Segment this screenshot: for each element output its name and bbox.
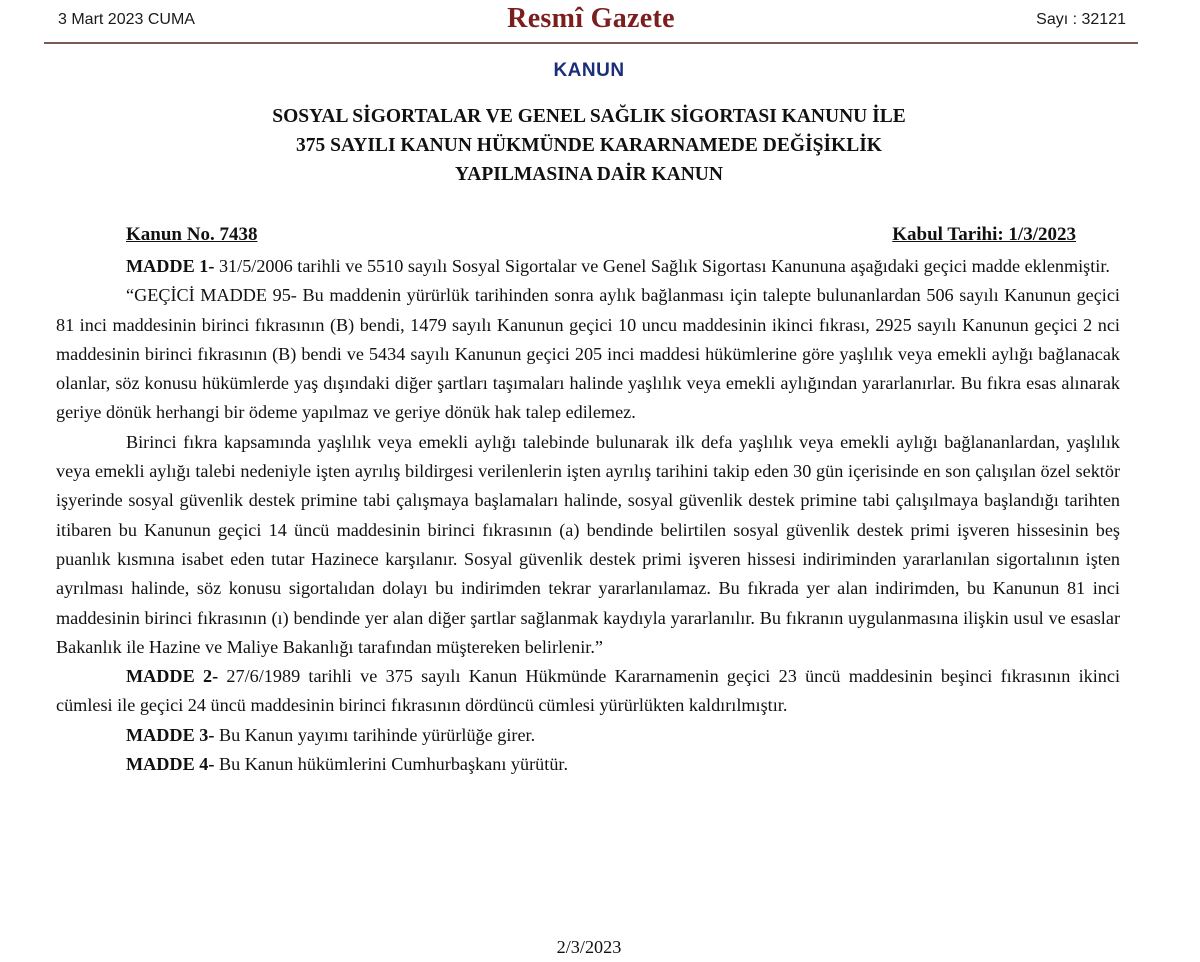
signature-date: 2/3/2023 [556, 937, 622, 957]
law-title-line: SOSYAL SİGORTALAR VE GENEL SAĞLIK SİGORTASI KANUNU İLE [272, 106, 906, 127]
law-title-line: YAPILMASINA DAİR KANUN [455, 164, 723, 185]
article-label: MADDE 2- [126, 666, 219, 687]
law-title-line: 375 SAYILI KANUN HÜKMÜNDE KARARNAMEDE DEĞİŞİKLİK [296, 135, 882, 156]
law-title [0, 102, 1178, 189]
law-body [56, 252, 1120, 779]
provisional-article-paragraph: Birinci fıkra kapsamında yaşlılık veya emekli aylığı talebinde bulunarak ilk defa yaşlılık veya emekli aylığı bağlananlardan, yaşlılık veya emekli aylığı talebi nedeniyle işten ayrılış bildirgesi verilenlerin işten ayrılış tarihini takip eden 30 gün içerisinde en son çalışılan özel sektör işyerinde sosyal güvenlik destek primine tabi çalışmaya başlamaları halinde, sosyal güvenlik destek primine tabi çalışılmaya başlandığı tarihten itibaren bu Kanunun geçici 14 üncü maddesinin birinci fıkrasının (a) bendinde belirtilen sosyal güvenlik destek primi işveren hissesinin beş puanlık kısmına isabet eden tutar Hazinece karşılanır. Sosyal güvenlik destek primi işveren hissesi indiriminden yararlanılan sigortalının işten ayrılması halinde, söz konusu sigortalıdan dolayı bu indirimden tekrar yararlanılamaz. Bu fıkrada yer alan indirimden, bu Kanunun 81 inci maddesinin birinci fıkrasının (ı) bendinde yer alan diğer şartlar sağlanmak kaydıyla yararlanılır. Bu fıkranın uygulanmasına ilişkin usul ve esaslar Bakanlık ile Hazine ve Maliye Bakanlığı tarafından müştereken belirlenir.” [56, 431, 1120, 657]
section-label: KANUN [553, 60, 625, 81]
provisional-article-paragraph: “GEÇİCİ MADDE 95- Bu maddenin yürürlük tarihinden sonra aylık bağlanması için talepte bulunanlardan 506 sayılı Kanunun geçici 81 inci maddesinin birinci fıkrasının (B) bendi, 1479 sayılı Kanunun geçici 10 uncu maddesinin ikinci fıkrası, 2925 sayılı Kanunun geçici 2 nci maddesinin birinci fıkrasının (B) bendi ve 5434 sayılı Kanunun geçici 205 inci maddesi hükümlerine göre yaşlılık veya emekli aylığı bağlanacak olanlar, söz konusu hükümlerde yaş dışındaki diğer şartları taşımaları halinde yaşlılık veya emekli aylığından yararlanırlar. Bu fıkra esas alınarak geriye dönük herhangi bir ödeme yapılmaz ve geriye dönük hak talep edilemez. [56, 285, 1120, 423]
article-label: MADDE 1- [126, 256, 215, 276]
article-3 [56, 721, 1120, 750]
gazette-title: Resmî Gazete [507, 3, 675, 34]
article-1 [56, 252, 1120, 281]
article-2 [56, 662, 1120, 721]
publication-date: 3 Mart 2023 CUMA [58, 11, 195, 28]
law-number: Kanun No. 7438 [126, 224, 258, 245]
law-meta [126, 224, 1076, 250]
acceptance-date: Kabul Tarihi: 1/3/2023 [892, 224, 1076, 245]
article-text: 31/5/2006 tarihli ve 5510 sayılı Sosyal Sigortalar ve Genel Sağlık Sigortası Kanununa aşağıdaki geçici madde eklenmiştir. [214, 256, 1110, 276]
article-text: Bu Kanun hükümlerini Cumhurbaşkanı yürütür. [214, 754, 569, 775]
article-text: Bu Kanun yayımı tarihinde yürürlüğe girer. [214, 724, 536, 745]
article-4 [56, 750, 1120, 779]
article-label: MADDE 4- [126, 754, 215, 775]
issue-number: Sayı : 32121 [1036, 11, 1126, 28]
gazette-header [44, 0, 1138, 44]
article-label: MADDE 3- [126, 724, 215, 745]
article-text: 27/6/1989 tarihli ve 375 sayılı Kanun Hükmünde Kararnamenin geçici 23 üncü maddesinin beşinci fıkrasının ikinci cümlesi ile geçici 24 üncü maddesinin birinci fıkrasının dördüncü cümlesi yürürlükten kaldırılmıştır. [56, 666, 1120, 716]
